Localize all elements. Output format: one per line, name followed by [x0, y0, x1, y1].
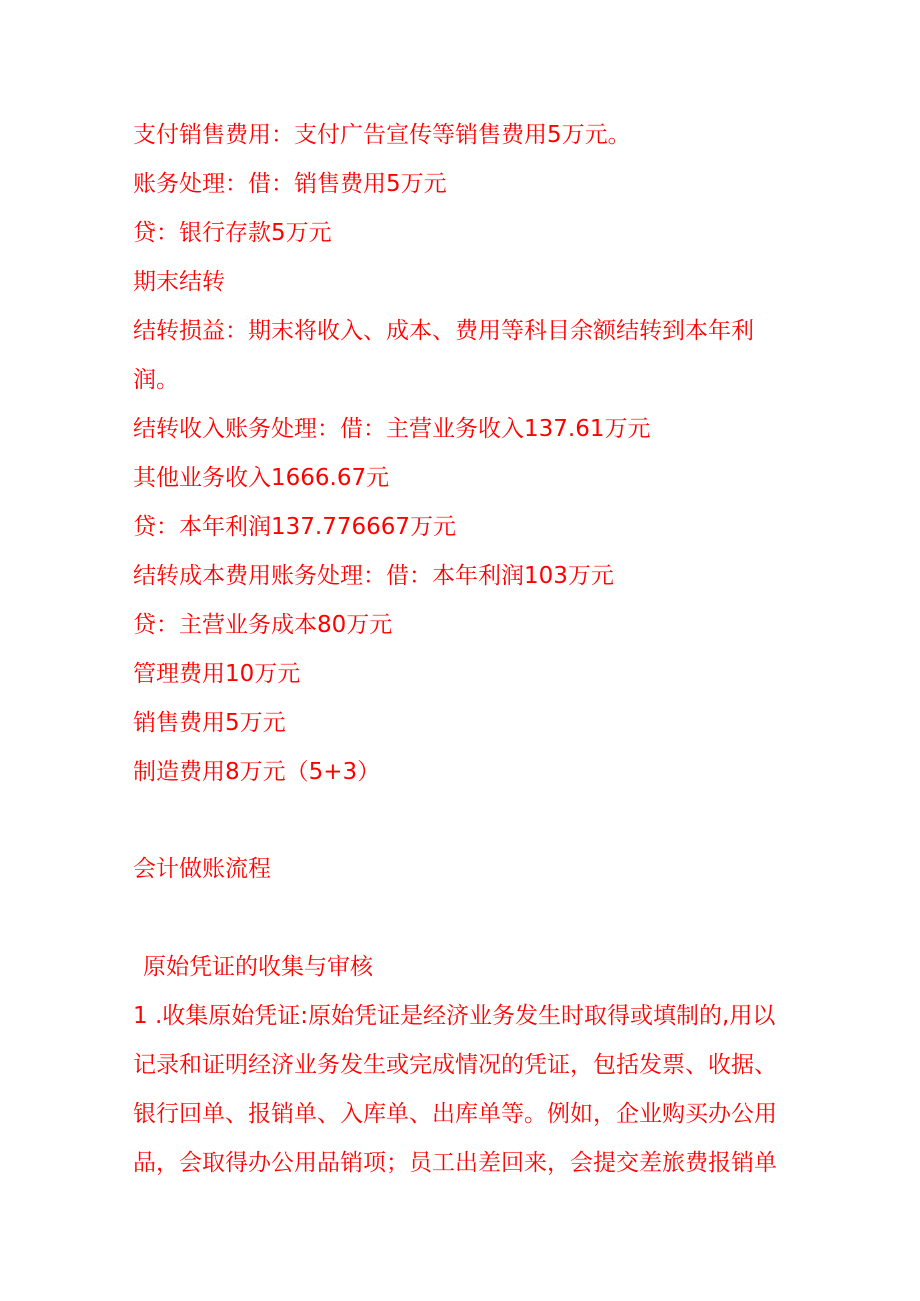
text-line-period-end-closing: 期末结转 — [133, 269, 225, 295]
text-line-manufacturing-expense: 制造费用8万元（5+3） — [133, 759, 381, 785]
text-line-collect-vouchers-3: 银行回单、报销单、入库单、出库单等。例如，企业购买办公用 — [133, 1101, 777, 1127]
section-heading-accounting-process: 会计做账流程 — [133, 856, 271, 882]
text-line-other-revenue: 其他业务收入1666.67元 — [133, 465, 390, 491]
text-line-collect-vouchers-1: 1 .收集原始凭证:原始凭证是经济业务发生时取得或填制的,用以 — [133, 1003, 776, 1029]
text-line-bank-deposit-credit: 贷：银行存款5万元 — [133, 220, 332, 246]
text-line-selling-expense-debit: 账务处理：借：销售费用5万元 — [133, 171, 447, 197]
text-line-closing-profit-loss-continued: 润。 — [133, 367, 179, 393]
text-line-main-business-cost-credit: 贷：主营业务成本80万元 — [133, 612, 393, 638]
text-line-closing-profit-loss: 结转损益：期末将收入、成本、费用等科目余额结转到本年利 — [133, 318, 754, 344]
subsection-heading-original-vouchers: 原始凭证的收集与审核 — [143, 954, 373, 980]
text-line-management-expense: 管理费用10万元 — [133, 661, 301, 687]
text-line-current-profit-credit: 贷：本年利润137.776667万元 — [133, 514, 457, 540]
text-line-collect-vouchers-4: 品，会取得办公用品销项；员工出差回来，会提交差旅费报销单 — [133, 1150, 777, 1176]
text-line-cost-closing-debit: 结转成本费用账务处理：借：本年利润103万元 — [133, 563, 614, 589]
text-line-selling-expense-payment: 支付销售费用：支付广告宣传等销售费用5万元。 — [133, 122, 631, 148]
text-line-collect-vouchers-2: 记录和证明经济业务发生或完成情况的凭证，包括发票、收据、 — [133, 1052, 777, 1078]
text-line-selling-expense: 销售费用5万元 — [133, 710, 286, 736]
text-line-revenue-closing-debit: 结转收入账务处理：借：主营业务收入137.61万元 — [133, 416, 651, 442]
